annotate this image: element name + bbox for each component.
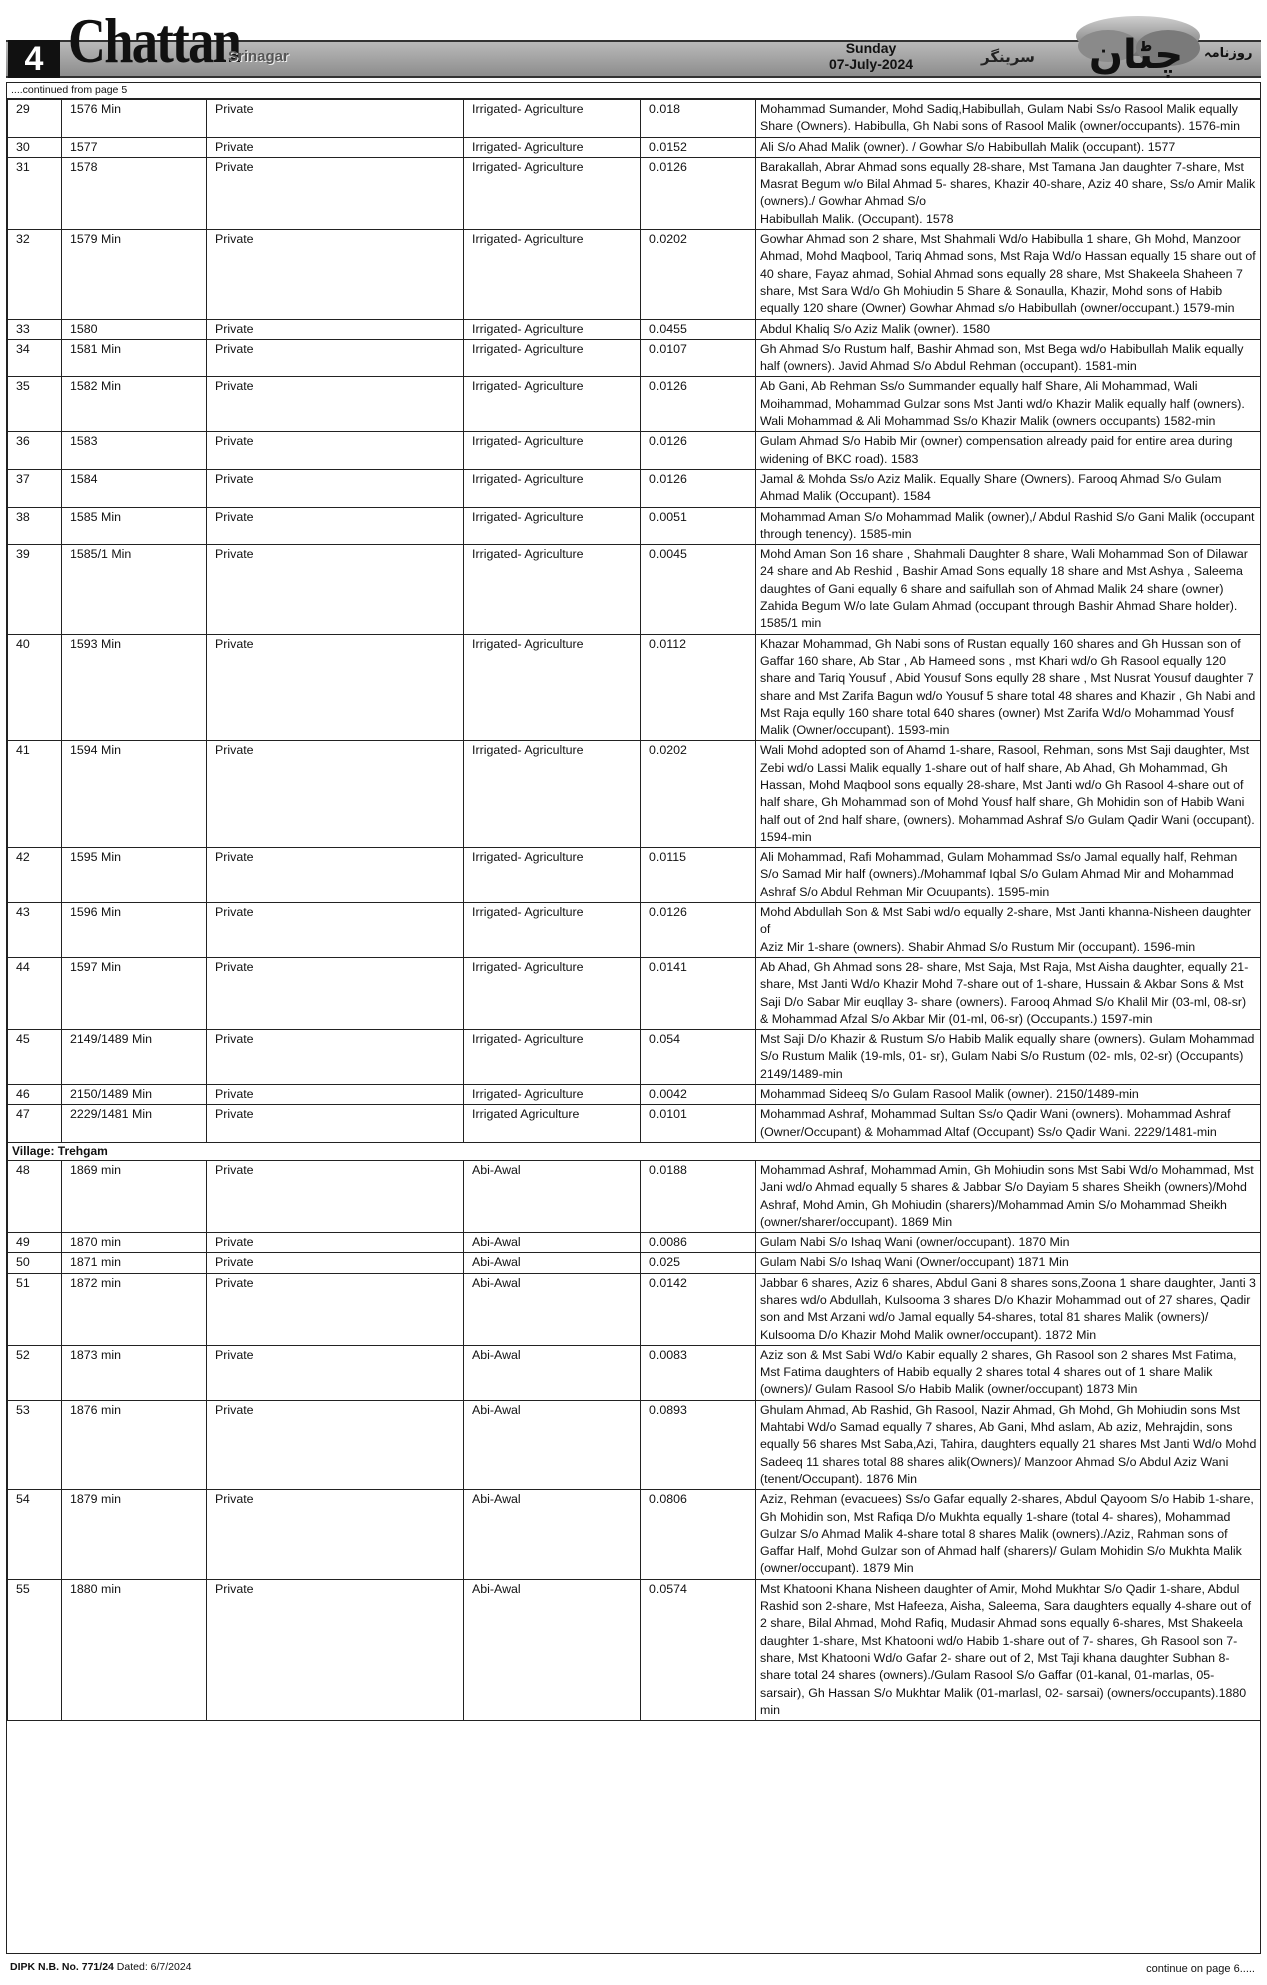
cell-ownership: Private: [207, 1160, 464, 1232]
cell-area-hectares: 0.018: [641, 100, 756, 138]
table-row: [8, 1579, 1261, 1720]
issue-date-block: [796, 40, 946, 72]
continue-note: continue on page 6.....: [1146, 1963, 1255, 1975]
table-row: [8, 545, 1261, 634]
cell-ownership: Private: [207, 1345, 464, 1400]
table-row: [8, 1105, 1261, 1143]
cell-area-hectares: 0.0152: [641, 137, 756, 157]
cell-owner-details: Barakallah, Abrar Ahmad sons equally 28-share, Mst Tamana Jan daughter 7-share, Mst Masrat Begum w/o Bilal Ahmad 5- shares, Khazir 40-share, Aziz 40 share, Ss/o Amir Malik (owners)./ Gowhar Ahmad S/o Habibullah Malik. (Occupant). 1578: [756, 157, 1261, 229]
cell-land-class: Irrigated- Agriculture: [464, 1085, 641, 1105]
cell-owner-details: Gulam Nabi S/o Ishaq Wani (Owner/occupant) 1871 Min: [756, 1253, 1261, 1273]
cell-area-hectares: 0.0202: [641, 741, 756, 848]
cell-ownership: Private: [207, 432, 464, 470]
cell-serial-number: 52: [8, 1345, 62, 1400]
cell-land-class: Abi-Awal: [464, 1490, 641, 1579]
cell-area-hectares: 0.025: [641, 1253, 756, 1273]
dipk-number: DIPK N.B. No. 771/24: [10, 1961, 114, 1973]
cell-ownership: Private: [207, 1579, 464, 1720]
cell-area-hectares: 0.0574: [641, 1579, 756, 1720]
cell-ownership: Private: [207, 848, 464, 903]
village-heading-row: [8, 1142, 1261, 1160]
cell-land-class: Abi-Awal: [464, 1400, 641, 1489]
cell-serial-number: 43: [8, 903, 62, 958]
cell-owner-details: Gh Ahmad S/o Rustum half, Bashir Ahmad son, Mst Bega wd/o Habibullah Malik equally half (owners). Javid Ahmad S/o Abdul Rehman (occupant). 1581-min: [756, 339, 1261, 377]
cell-serial-number: 45: [8, 1030, 62, 1085]
cell-owner-details: Mohammad Sideeq S/o Gulam Rasool Malik (owner). 2150/1489-min: [756, 1085, 1261, 1105]
table-row: [8, 903, 1261, 958]
cell-land-class: Irrigated- Agriculture: [464, 137, 641, 157]
cell-area-hectares: 0.0086: [641, 1233, 756, 1253]
cell-owner-details: Mohd Aman Son 16 share , Shahmali Daughter 8 share, Wali Mohammad Son of Dilawar 24 share and Ab Reshid , Bashir Amad Sons equally 18 share and Mst Ashya , Saleema daughtes of Gani equally 6 share and saifullah son of Ahmad Malik 24 share (owner) Zahida Begum W/o late Gulam Ahmad (occupant through Bashir Ahmad Share holder). 1585/1 min: [756, 545, 1261, 634]
cell-ownership: Private: [207, 377, 464, 432]
cell-owner-details: Ali Mohammad, Rafi Mohammad, Gulam Mohammad Ss/o Jamal equally half, Rehman S/o Samad Mir half (owners)./Mohammaf Iqbal S/o Gulam Ahmad Mir and Mohammad Ashraf S/o Abdul Rehman Mir Ocuupants). 1595-min: [756, 848, 1261, 903]
table-row: [8, 1273, 1261, 1345]
footer-reference: [10, 1961, 192, 1973]
table-row: [8, 1253, 1261, 1273]
cell-survey-number: 1576 Min: [62, 100, 207, 138]
cell-land-class: Irrigated- Agriculture: [464, 230, 641, 319]
cell-serial-number: 49: [8, 1233, 62, 1253]
cell-area-hectares: 0.0101: [641, 1105, 756, 1143]
cell-survey-number: 1585/1 Min: [62, 545, 207, 634]
cell-survey-number: 1582 Min: [62, 377, 207, 432]
cell-serial-number: 51: [8, 1273, 62, 1345]
cell-owner-details: Mst Saji D/o Khazir & Rustum S/o Habib Malik equally share (owners). Gulam Mohammad S/o Rustum Malik (19-mls, 01- sr), Gulam Nabi S/o Rustum (02- mls, 02-sr) (Occupants) 2149/1489-min: [756, 1030, 1261, 1085]
cell-owner-details: Mst Khatooni Khana Nisheen daughter of Amir, Mohd Mukhtar S/o Qadir 1-share, Abdul Rashid son 2-share, Mst Hafeeza, Aisha, Saleema, Sara daughters equally 4-share out of 2 share, Bilal Ahmad, Mohd Rafiq, Mudasir Ahmad sons equally 6-shares, Mst Shakeela daughter 1-share, Mst Khatooni wd/o Habib 1-share out of 7- shares, Gh Rasool son 7-share, Mst Khatooni Wd/o Gafar 2- share out of 2, Mst Taji khana daughter Subhan 8-share total 24 shares (owners)./Gulam Rasool S/o Gaffar (01-kanal, 01-marlas, 05-sarsair), Gh Hassan S/o Mukhtar Malik (01-marlasl, 02- sarsai) (owners/occupants).1880 min: [756, 1579, 1261, 1720]
cell-ownership: Private: [207, 1490, 464, 1579]
cell-land-class: Irrigated- Agriculture: [464, 100, 641, 138]
urdu-brand-logo: [1068, 12, 1204, 78]
page-number: 4: [8, 40, 60, 78]
cell-survey-number: 1879 min: [62, 1490, 207, 1579]
cell-owner-details: Wali Mohd adopted son of Ahamd 1-share, Rasool, Rehman, sons Mst Saji daughter, Mst Zebi wd/o Lassi Malik equally 1-share out of half share, Ab Ahad, Gh Mohammad, Gh Hassan, Mohd Maqbool sons equally 28-share, Mst Janti wd/o Gh Rasool 4-share out of half share, Gh Mohammad son of Mohd Yousf half share, Gh Mohidin son of Habib Wani half out of 2nd half share, (owners). Mohammad Ashraf S/o Gulam Qadir Wani (occupant). 1594-min: [756, 741, 1261, 848]
table-row: [8, 957, 1261, 1029]
cell-land-class: Irrigated- Agriculture: [464, 634, 641, 741]
cell-serial-number: 47: [8, 1105, 62, 1143]
table-row: [8, 137, 1261, 157]
cell-land-class: Irrigated- Agriculture: [464, 1030, 641, 1085]
cell-land-class: Abi-Awal: [464, 1233, 641, 1253]
cell-area-hectares: 0.0045: [641, 545, 756, 634]
cell-ownership: Private: [207, 1273, 464, 1345]
cell-serial-number: 53: [8, 1400, 62, 1489]
cell-area-hectares: 0.0051: [641, 507, 756, 545]
cell-land-class: Irrigated- Agriculture: [464, 157, 641, 229]
cell-owner-details: Aziz son & Mst Sabi Wd/o Kabir equally 2 shares, Gh Rasool son 2 shares Mst Fatima, Mst Fatima daughters of Habib equally 2 shares total 4 shares out of 1 share Malik (owners)/ Gulam Rasool S/o Habib Malik (owner/occupant) 1873 Min: [756, 1345, 1261, 1400]
urdu-city-name: سرینگر: [981, 48, 1035, 66]
cell-survey-number: 1594 Min: [62, 741, 207, 848]
cell-land-class: Abi-Awal: [464, 1345, 641, 1400]
cell-survey-number: 1880 min: [62, 1579, 207, 1720]
village-heading: Village: Trehgam: [8, 1142, 1261, 1160]
cell-serial-number: 34: [8, 339, 62, 377]
table-row: [8, 1030, 1261, 1085]
cell-land-class: Irrigated- Agriculture: [464, 903, 641, 958]
cell-ownership: Private: [207, 1105, 464, 1143]
cell-area-hectares: 0.0126: [641, 432, 756, 470]
cell-owner-details: Gulam Nabi S/o Ishaq Wani (owner/occupant). 1870 Min: [756, 1233, 1261, 1253]
issue-date: 07-July-2024: [828, 56, 914, 72]
brand-logo: Chattan: [68, 5, 241, 76]
cell-ownership: Private: [207, 634, 464, 741]
cell-land-class: Irrigated- Agriculture: [464, 507, 641, 545]
cell-serial-number: 40: [8, 634, 62, 741]
table-row: [8, 469, 1261, 507]
cell-owner-details: Ali S/o Ahad Malik (owner). / Gowhar S/o Habibullah Malik (occupant). 1577: [756, 137, 1261, 157]
table-row: [8, 1490, 1261, 1579]
cell-area-hectares: 0.0107: [641, 339, 756, 377]
cell-survey-number: 1583: [62, 432, 207, 470]
table-row: [8, 1345, 1261, 1400]
cell-owner-details: Jamal & Mohda Ss/o Aziz Malik. Equally Share (Owners). Farooq Ahmad S/o Gulam Ahmad Malik (Occupant). 1584: [756, 469, 1261, 507]
cell-land-class: Irrigated- Agriculture: [464, 957, 641, 1029]
cell-survey-number: 2229/1481 Min: [62, 1105, 207, 1143]
cell-serial-number: 48: [8, 1160, 62, 1232]
cell-owner-details: Khazar Mohammad, Gh Nabi sons of Rustan equally 160 shares and Gh Hussan son of Gaffar 160 share, Ab Star , Ab Hameed sons , mst Khari wd/o Gh Rasool equally 120 share and Tariq Yousuf , Abid Yousuf Sons eqully 28 share , Mst Nusrat Yousuf daughter 7 share and Mst Zarifa Bagun wd/o Yousuf 5 share total 48 shares and Khazir , Gh Nabi and Mst Raja eqully 160 share total 640 shares (owner) Mst Zarifa Wd/o Mohammad Yousf Malik (Owner/occupant). 1593-min: [756, 634, 1261, 741]
cell-ownership: Private: [207, 137, 464, 157]
cell-serial-number: 29: [8, 100, 62, 138]
cell-owner-details: Ghulam Ahmad, Ab Rashid, Gh Rasool, Nazir Ahmad, Gh Mohd, Gh Mohiudin sons Mst Mahtabi Wd/o Samad equally 7 shares, Ab Gani, Mhd aslam, Ab aziz, Mehrajdin, sons equally 56 shares Mst Saba,Azi, Tahira, daughters equally 21 shares Mst Janti Wd/o Mohd Sadeeq 11 shares total 88 shares alik(Owners)/ Manzoor Ahmad S/o Abdul Aziz Wani (tenent/Occupant). 1876 Min: [756, 1400, 1261, 1489]
cell-area-hectares: 0.0202: [641, 230, 756, 319]
cell-area-hectares: 0.0042: [641, 1085, 756, 1105]
cell-area-hectares: 0.0126: [641, 157, 756, 229]
cell-owner-details: Mohammad Ashraf, Mohammad Sultan Ss/o Qadir Wani (owners). Mohammad Ashraf (Owner/Occupant) & Mohammad Altaf (Occupant) Ss/o Qadir Wani. 2229/1481-min: [756, 1105, 1261, 1143]
cell-survey-number: 2150/1489 Min: [62, 1085, 207, 1105]
city-name: Srinagar: [228, 48, 289, 65]
cell-owner-details: Jabbar 6 shares, Aziz 6 shares, Abdul Gani 8 shares sons,Zoona 1 share daughter, Janti 3 shares wd/o Abdullah, Kulsooma 3 shares D/o Khazir Mohammad out of 27 shares, Qadir son and Mst Arzani wd/o Jamal equally 54-shares, total 81 shares Malik (owners)/ Kulsooma D/o Khazir Mohd Malik owner/occupant). 1872 Min: [756, 1273, 1261, 1345]
cell-survey-number: 1581 Min: [62, 339, 207, 377]
cell-survey-number: 1577: [62, 137, 207, 157]
page-footer: [6, 1955, 1261, 1977]
cell-serial-number: 33: [8, 319, 62, 339]
cell-area-hectares: 0.0112: [641, 634, 756, 741]
cell-area-hectares: 0.0142: [641, 1273, 756, 1345]
cell-ownership: Private: [207, 507, 464, 545]
cell-area-hectares: 0.0806: [641, 1490, 756, 1579]
cell-owner-details: Gulam Ahmad S/o Habib Mir (owner) compensation already paid for entire area during widening of BKC road). 1583: [756, 432, 1261, 470]
table-row: [8, 1085, 1261, 1105]
cell-serial-number: 54: [8, 1490, 62, 1579]
cell-ownership: Private: [207, 1253, 464, 1273]
cell-survey-number: 1870 min: [62, 1233, 207, 1253]
cell-area-hectares: 0.054: [641, 1030, 756, 1085]
table-row: [8, 848, 1261, 903]
cell-serial-number: 37: [8, 469, 62, 507]
cell-ownership: Private: [207, 741, 464, 848]
cell-ownership: Private: [207, 903, 464, 958]
cell-survey-number: 1869 min: [62, 1160, 207, 1232]
dipk-date: Dated: 6/7/2024: [116, 1961, 192, 1973]
cell-survey-number: 1593 Min: [62, 634, 207, 741]
cell-survey-number: 1595 Min: [62, 848, 207, 903]
cell-area-hectares: 0.0126: [641, 469, 756, 507]
table-row: [8, 230, 1261, 319]
land-records-body: [8, 100, 1261, 1721]
urdu-daily-label: روزنامہ: [1204, 46, 1253, 61]
cell-survey-number: 2149/1489 Min: [62, 1030, 207, 1085]
cell-owner-details: Ab Ahad, Gh Ahmad sons 28- share, Mst Saja, Mst Raja, Mst Aisha daughter, equally 21- share, Mst Janti Wd/o Khazir Mohd 7-share out of 1-share, Hussain & Akbar Sons & Mst Saji D/o Sabar Mir euqllay 3- share (owners). Farooq Ahmad S/o Khalil Mir (03-ml, 08-sr) & Mohammad Afzal S/o Akbar Mir (01-ml, 06-sr) (Occupants.) 1597-min: [756, 957, 1261, 1029]
cell-area-hectares: 0.0115: [641, 848, 756, 903]
cell-owner-details: Aziz, Rehman (evacuees) Ss/o Gafar equally 2-shares, Abdul Qayoom S/o Habib 1-share, Gh Mohidin son, Mst Rafiqa D/o Mukhta equally 1-share (total 4- shares), Mohammad Gulzar S/o Ahmad Malik 4-share total 8 shares Malik (owners)./Aziz, Rahman sons of Gaffar Half, Mohd Gulzar son of Ahmad half (sharers)/ Gulam Mohidin S/o Mukhta Malik (owner/occupant). 1879 Min: [756, 1490, 1261, 1579]
cell-serial-number: 38: [8, 507, 62, 545]
cell-owner-details: Mohd Abdullah Son & Mst Sabi wd/o equally 2-share, Mst Janti khanna-Nisheen daughter of Aziz Mir 1-share (owners). Shabir Ahmad S/o Rustum Mir (occupant). 1596-min: [756, 903, 1261, 958]
cell-survey-number: 1596 Min: [62, 903, 207, 958]
cell-owner-details: Ab Gani, Ab Rehman Ss/o Summander equally half Share, Ali Mohammad, Wali Moihammad, Mohammad Gulzar sons Mst Janti wd/o Khazir Malik equally half (owners). Wali Mohammad & Ali Mohammad Ss/o Khazir Malik (owners occupants) 1582-min: [756, 377, 1261, 432]
table-row: [8, 432, 1261, 470]
continued-from-note: ....continued from page 5: [7, 83, 1260, 99]
cell-survey-number: 1580: [62, 319, 207, 339]
cell-area-hectares: 0.0188: [641, 1160, 756, 1232]
cell-ownership: Private: [207, 230, 464, 319]
table-row: [8, 319, 1261, 339]
cell-land-class: Irrigated- Agriculture: [464, 469, 641, 507]
urdu-brand-text: چٹان: [1088, 32, 1184, 78]
cell-ownership: Private: [207, 1233, 464, 1253]
cell-ownership: Private: [207, 1085, 464, 1105]
cell-area-hectares: 0.0141: [641, 957, 756, 1029]
table-row: [8, 377, 1261, 432]
table-row: [8, 741, 1261, 848]
cell-land-class: Irrigated- Agriculture: [464, 432, 641, 470]
cell-ownership: Private: [207, 339, 464, 377]
table-row: [8, 157, 1261, 229]
cell-area-hectares: 0.0126: [641, 903, 756, 958]
cell-ownership: Private: [207, 319, 464, 339]
land-records-table: [7, 99, 1261, 1721]
cell-serial-number: 35: [8, 377, 62, 432]
cell-land-class: Irrigated- Agriculture: [464, 319, 641, 339]
cell-survey-number: 1579 Min: [62, 230, 207, 319]
table-row: [8, 100, 1261, 138]
cell-land-class: Irrigated- Agriculture: [464, 545, 641, 634]
cell-serial-number: 30: [8, 137, 62, 157]
masthead: [6, 6, 1261, 78]
cell-land-class: Irrigated- Agriculture: [464, 848, 641, 903]
cell-land-class: Irrigated- Agriculture: [464, 741, 641, 848]
cell-ownership: Private: [207, 157, 464, 229]
cell-serial-number: 50: [8, 1253, 62, 1273]
table-row: [8, 339, 1261, 377]
notice-table-frame: [6, 82, 1261, 1954]
cell-area-hectares: 0.0455: [641, 319, 756, 339]
cell-serial-number: 41: [8, 741, 62, 848]
cell-land-class: Irrigated Agriculture: [464, 1105, 641, 1143]
table-row: [8, 1400, 1261, 1489]
cell-survey-number: 1876 min: [62, 1400, 207, 1489]
cell-ownership: Private: [207, 1400, 464, 1489]
cell-survey-number: 1873 min: [62, 1345, 207, 1400]
cell-owner-details: Gowhar Ahmad son 2 share, Mst Shahmali Wd/o Habibulla 1 share, Gh Mohd, Manzoor Ahmad, Mohd Maqbool, Tariq Ahmad sons, Mst Raja Wd/o Hassan equally 15 share out of 40 share, Fayaz ahmad, Sohial Ahmad sons equally 28 share, Mst Shakeela Shaheen 7 share, Mst Sara Wd/o Gh Mohiudin 5 Share & Sonaulla, Khazir, Mohd sons of Habib equally 120 share (Owner) Gowhar Ahmad s/o Habibullah (owner/occupant.) 1579-min: [756, 230, 1261, 319]
table-row: [8, 507, 1261, 545]
cell-serial-number: 55: [8, 1579, 62, 1720]
cell-land-class: Abi-Awal: [464, 1579, 641, 1720]
issue-day: Sunday: [845, 40, 897, 56]
cell-owner-details: Mohammad Aman S/o Mohammad Malik (owner),/ Abdul Rashid S/o Gani Malik (occupant through tenency). 1585-min: [756, 507, 1261, 545]
cell-land-class: Irrigated- Agriculture: [464, 377, 641, 432]
cell-ownership: Private: [207, 545, 464, 634]
cell-owner-details: Mohammad Ashraf, Mohammad Amin, Gh Mohiudin sons Mst Sabi Wd/o Mohammad, Mst Jani wd/o Ahmad equally 5 shares & Jabbar S/o Dayiam 5 shares Sheikh (owners)/Mohd Ashraf, Mohd Amin, Gh Mohiudin (sharers)/Mohammad Amin S/o Mohammad Sheikh (owner/sharer/occupant). 1869 Min: [756, 1160, 1261, 1232]
cell-survey-number: 1872 min: [62, 1273, 207, 1345]
cell-owner-details: Abdul Khaliq S/o Aziz Malik (owner). 1580: [756, 319, 1261, 339]
cell-area-hectares: 0.0126: [641, 377, 756, 432]
cell-serial-number: 36: [8, 432, 62, 470]
cell-serial-number: 39: [8, 545, 62, 634]
table-row: [8, 1233, 1261, 1253]
cell-survey-number: 1597 Min: [62, 957, 207, 1029]
cell-land-class: Irrigated- Agriculture: [464, 339, 641, 377]
cell-owner-details: Mohammad Sumander, Mohd Sadiq,Habibullah, Gulam Nabi Ss/o Rasool Malik equally Share (Owners). Habibulla, Gh Nabi sons of Rasool Malik (owner/occupants). 1576-min: [756, 100, 1261, 138]
cell-ownership: Private: [207, 469, 464, 507]
cell-area-hectares: 0.0083: [641, 1345, 756, 1400]
cell-area-hectares: 0.0893: [641, 1400, 756, 1489]
cell-ownership: Private: [207, 957, 464, 1029]
cell-survey-number: 1871 min: [62, 1253, 207, 1273]
cell-survey-number: 1584: [62, 469, 207, 507]
cell-serial-number: 42: [8, 848, 62, 903]
cell-serial-number: 32: [8, 230, 62, 319]
cell-ownership: Private: [207, 1030, 464, 1085]
table-row: [8, 634, 1261, 741]
cell-serial-number: 44: [8, 957, 62, 1029]
newspaper-page: [6, 6, 1261, 1979]
cell-land-class: Abi-Awal: [464, 1253, 641, 1273]
cell-serial-number: 31: [8, 157, 62, 229]
cell-serial-number: 46: [8, 1085, 62, 1105]
cell-land-class: Abi-Awal: [464, 1273, 641, 1345]
table-row: [8, 1160, 1261, 1232]
cell-ownership: Private: [207, 100, 464, 138]
cell-land-class: Abi-Awal: [464, 1160, 641, 1232]
cell-survey-number: 1578: [62, 157, 207, 229]
cell-survey-number: 1585 Min: [62, 507, 207, 545]
